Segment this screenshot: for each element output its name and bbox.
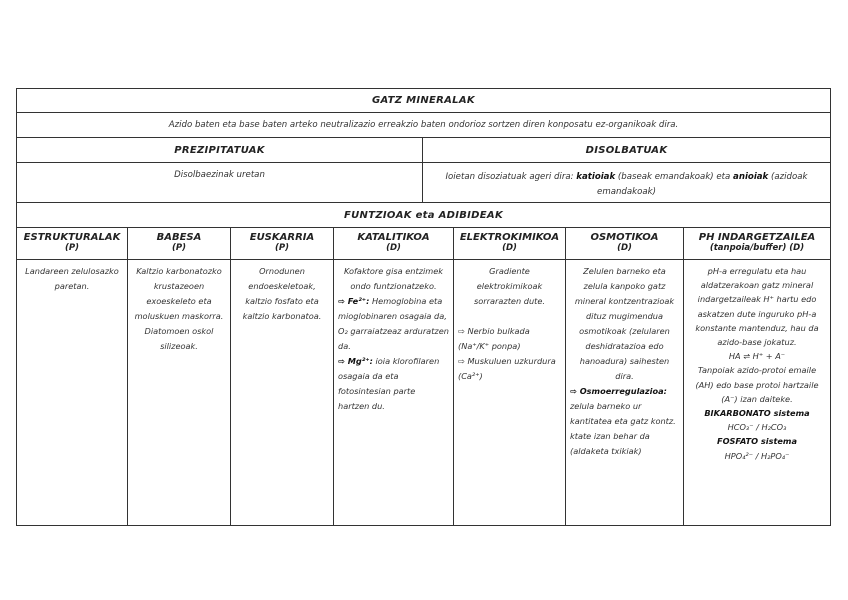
- bikarbonato-label: BIKARBONATO sistema: [704, 408, 810, 419]
- disolbatuak-text: [423, 163, 830, 202]
- fosfato-label: FOSFATO sistema: [716, 436, 797, 447]
- bikarbonato-formula: HCO₃⁻ / H₂CO₃: [727, 422, 787, 433]
- elektrokimikoa-intro: Gradiente elektrokimikoak sorrarazten dute.: [474, 266, 545, 306]
- col-head-osmotikoa: [566, 228, 684, 259]
- ph-equation: HA ⇌ H⁺ + A⁻: [728, 351, 786, 362]
- osmotikoa-cell: [566, 260, 684, 525]
- table-title: [17, 89, 830, 113]
- osmoerregulazioa-item: [570, 384, 679, 459]
- col-tag: (D): [502, 243, 517, 253]
- katioiak-term: katioiak: [576, 172, 616, 182]
- col-head-katalitikoa: [334, 228, 454, 259]
- col-name: ELEKTROKIMIKOA: [459, 232, 560, 243]
- disolbatuak-heading-text: DISOLBATUAK: [585, 144, 668, 156]
- col-tag: (P): [65, 243, 79, 253]
- definition-row: [17, 113, 830, 138]
- muskulu-item: ⇨ Muskuluen uzkurdura (Ca²⁺): [458, 356, 556, 381]
- ph-cell: [684, 260, 830, 525]
- col-head-euskarria: [231, 228, 334, 259]
- col-tag: (P): [275, 243, 289, 253]
- type-header-row: [17, 138, 830, 163]
- col-name: ESTRUKTURALAK: [23, 232, 121, 243]
- mg-label: ⇨ Mg²⁺:: [338, 356, 373, 366]
- katalitikoa-cell: [334, 260, 454, 525]
- type-text-row: [17, 163, 830, 203]
- prezipitatuak-heading-text: PREZIPITATUAK: [174, 144, 265, 156]
- col-name: BABESA: [156, 232, 202, 243]
- funtzioak-heading-text: FUNTZIOAK eta ADIBIDEAK: [344, 209, 503, 221]
- col-head-babesa: [128, 228, 231, 259]
- disolbatuak-text-c: (azidoak emandakoak): [597, 172, 808, 197]
- osmoerregulazioa-label: ⇨ Osmoerregulazioa:: [570, 386, 667, 396]
- col-head-elektrokimikoa: [454, 228, 566, 259]
- osmoerregulazioa-text: zelula barneko ur kantitatea eta gatz kontz. ktate izan behar da (aldaketa txikiak): [570, 401, 676, 456]
- col-name: OSMOTIKOA: [590, 232, 659, 243]
- euskarria-cell: [231, 260, 334, 525]
- mg-text: ioia klorofilaren osagaia da eta fotosintesian parte hartzen du.: [338, 356, 440, 411]
- elektrokimikoa-cell: [454, 260, 566, 525]
- col-tag: (P): [172, 243, 186, 253]
- disolbatuak-heading: [423, 138, 830, 162]
- col-tag: (tanpoia/buffer) (D): [709, 243, 805, 253]
- osmotikoa-intro: Zelulen barneko eta zelula kanpoko gatz mineral kontzentrazioak dituz mugimendua osmotikoak (zelularen deshidratazioa edo hanoadura) saihesten dira.: [574, 266, 675, 381]
- col-name: PH INDARGETZAILEA: [698, 232, 816, 243]
- fe-text: Hemoglobina eta mioglobinaren osagaia da, O₂ garraiatzeaz arduratzen da.: [338, 296, 449, 351]
- mineral-salts-table: [16, 88, 831, 526]
- disolbatuak-text-b: (baseak emandakoak) eta: [617, 172, 731, 182]
- prezipitatuak-text-value: Disolbaezinak uretan: [174, 170, 265, 180]
- ph-tanpoi-text: Tanpoiak azido-protoi emaile (AH) edo base protoi hartzaile (A⁻) izan daiteke.: [695, 365, 819, 404]
- katalitikoa-intro: Kofaktore gisa entzimek ondo funtzionatzeko.: [343, 266, 444, 291]
- col-tag: (D): [386, 243, 401, 253]
- euskarria-text: Ornodunen endoeskeletoak, kaltzio fosfato eta kaltzio karbonatoa.: [242, 266, 322, 321]
- funtzioak-heading: [17, 203, 830, 228]
- ph-intro: pH-a erregulatu eta hau aldatzerakoan gatz mineral indargetzaileak H⁺ hartu edo askatzen dute inguruko pH-a konstante mantenduz, hau da azido-base jokatuz.: [695, 266, 819, 348]
- col-tag: (D): [617, 243, 632, 253]
- function-header-row: [17, 228, 830, 260]
- prezipitatuak-heading: [17, 138, 423, 162]
- definition-text: Azido baten eta base baten arteko neutralizazio erreakzio baten ondorioz sortzen diren konposatu ez-organikoak dira.: [168, 120, 679, 130]
- title-text: GATZ MINERALAK: [372, 95, 475, 106]
- fe-label: ⇨ Fe²⁺:: [338, 296, 370, 306]
- estrukturalak-cell: [17, 260, 128, 525]
- prezipitatuak-text: [17, 163, 423, 202]
- col-head-estrukturalak: [17, 228, 128, 259]
- fe-item: [338, 294, 449, 354]
- babesa-text: Kaltzio karbonatozko krustazeoen exoeskeleto eta moluskuen maskorra. Diatomoen oskol silizeoak.: [134, 266, 224, 351]
- col-name: EUSKARRIA: [249, 232, 315, 243]
- col-name: KATALITIKOA: [357, 232, 430, 243]
- nerbio-item: ⇨ Nerbio bulkada (Na⁺/K⁺ ponpa): [458, 326, 530, 351]
- mg-item: [338, 354, 449, 414]
- fosfato-formula: HPO₄²⁻ / H₂PO₄⁻: [724, 450, 790, 461]
- function-body-row: [17, 260, 830, 525]
- col-head-ph: [684, 228, 830, 259]
- estrukturalak-text: Landareen zelulosazko paretan.: [25, 266, 119, 291]
- disolbatuak-text-a: Ioietan disoziatuak ageri dira:: [445, 172, 574, 182]
- anioiak-term: anioiak: [733, 172, 769, 182]
- babesa-cell: [128, 260, 231, 525]
